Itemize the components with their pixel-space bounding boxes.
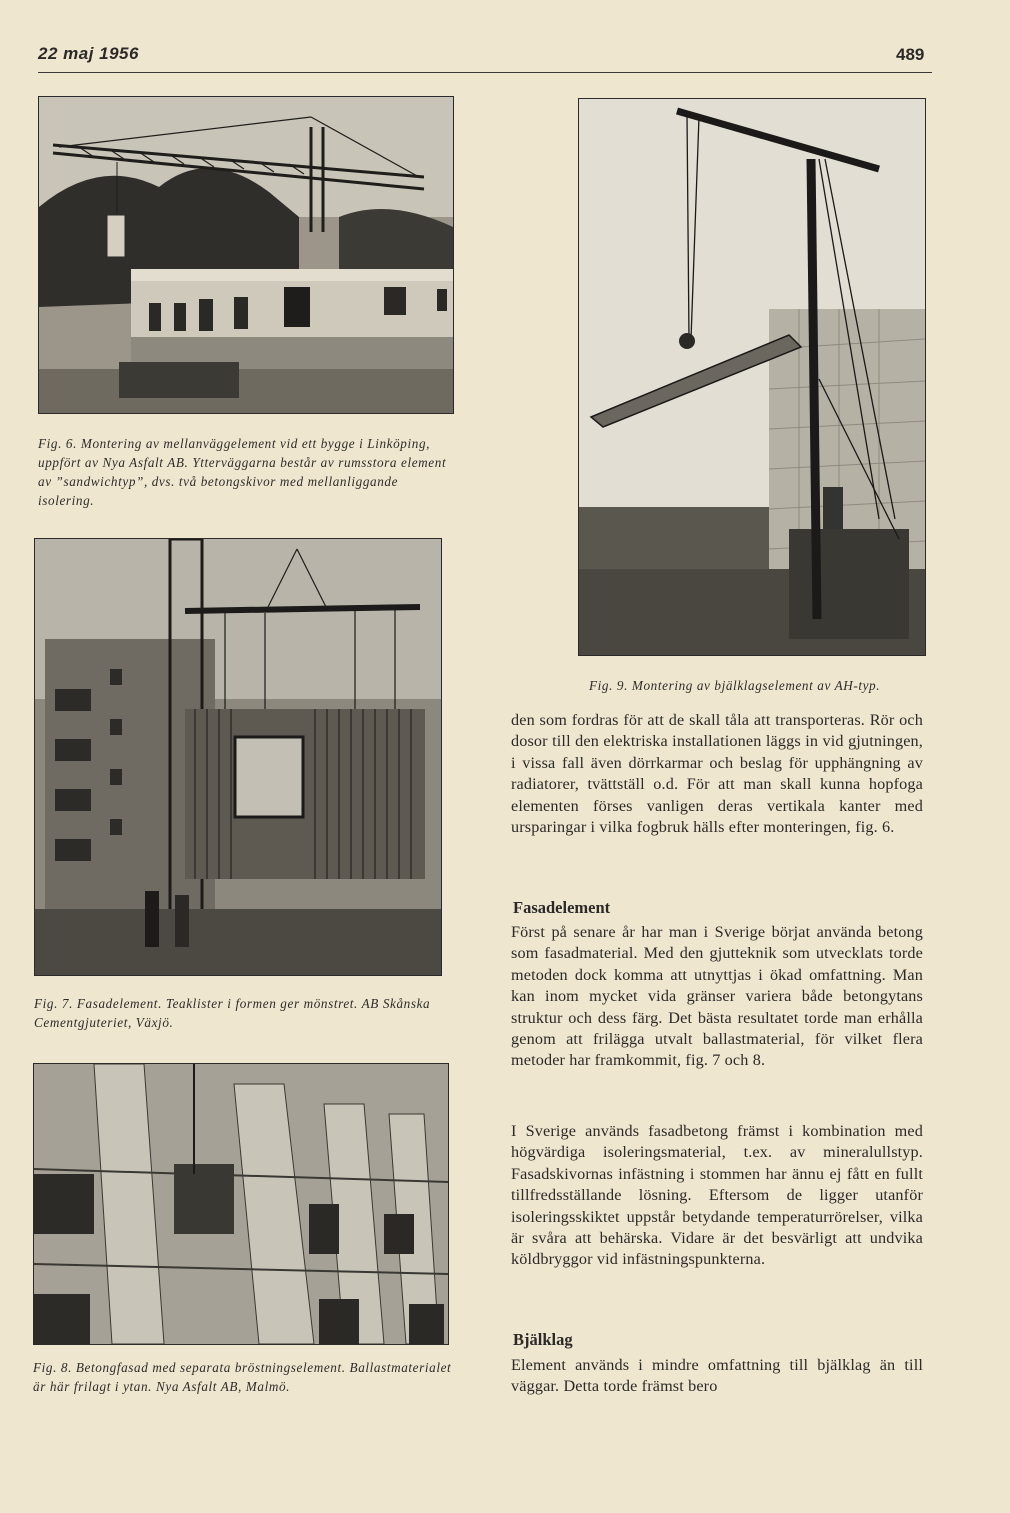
page-number: 489 xyxy=(896,45,925,64)
fig6-photo xyxy=(38,96,454,414)
fig7-caption: Fig. 7. Fasadelement. Teaklister i formen ger mönstret. AB Skånska Cementgjuteriet, Växjö. xyxy=(34,996,431,1030)
body-paragraph-3 xyxy=(511,1121,923,1271)
paragraph-text: Element används i mindre omfattning till bjälklag än till väggar. Detta torde främst bero xyxy=(511,1356,923,1396)
fig9-photo xyxy=(578,98,926,656)
header-rule xyxy=(38,72,932,73)
heading-fasadelement: Fasadelement xyxy=(513,898,611,917)
fig7-photo xyxy=(34,538,442,976)
body-paragraph-4 xyxy=(511,1355,923,1398)
issue-date: 22 maj 1956 xyxy=(38,44,139,63)
paragraph-text: I Sverige används fasadbetong främst i kombination med högvärdiga isoleringsmaterial, t.ex. av mineralullstyp. Fasadskivornas infästning i stommen har ännu ej fått en fullt tillfredsställande lösning. Eftersom de ligger utanför isoleringsskiktet uppstår betydande temperaturrörelser, vilka är svåra att behärska. Vidare är det besvärligt att undvika köldbryggor vid infästningspunkterna. xyxy=(511,1122,923,1269)
fig8-caption: Fig. 8. Betongfasad med separata bröstningselement. Ballastmaterialet är här frilagt i ytan. Nya Asfalt AB, Malmö. xyxy=(33,1360,452,1394)
paragraph-text: den som fordras för att de skall tåla att transporteras. Rör och dosor till den elektriska installationen läggs in vid gjutningen, i vissa fall även dörrkarmar och beslag för upphängning av radiatorer, tvättställ o.d. För att man skall kunna hopfoga elementen förses vanligen deras vertikala kanter med ursparingar i vilka fogbruk hälls efter monteringen, fig. 6. xyxy=(511,711,923,837)
fig9-caption: Fig. 9. Montering av bjälklagselement av AH-typ. xyxy=(589,678,881,693)
fig8-photo xyxy=(33,1063,449,1345)
body-paragraph-1 xyxy=(511,710,923,838)
heading-bjalklag: Bjälklag xyxy=(513,1330,573,1349)
fig6-caption: Fig. 6. Montering av mellanväggelement vid ett bygge i Linköping, uppfört av Nya Asfalt AB. Ytterväggarna består av rumsstora element av ”sandwichtyp”, dvs. två betongskivor med mellanliggande isolering. xyxy=(38,436,447,508)
paragraph-text: Först på senare år har man i Sverige börjat använda betong som fasadmaterial. Med den gjutteknik som utvecklats torde metoden dock komma att utnyttjas i ökad omfattning. Man kan inom mycket vida gränser variera både betongytans struktur och dess färg. Det bästa resultatet torde man erhålla genom att frilägga utvalt ballastmaterial, för vilket flera metoder har framkommit, fig. 7 och 8. xyxy=(511,923,923,1070)
body-paragraph-2 xyxy=(511,922,923,1072)
